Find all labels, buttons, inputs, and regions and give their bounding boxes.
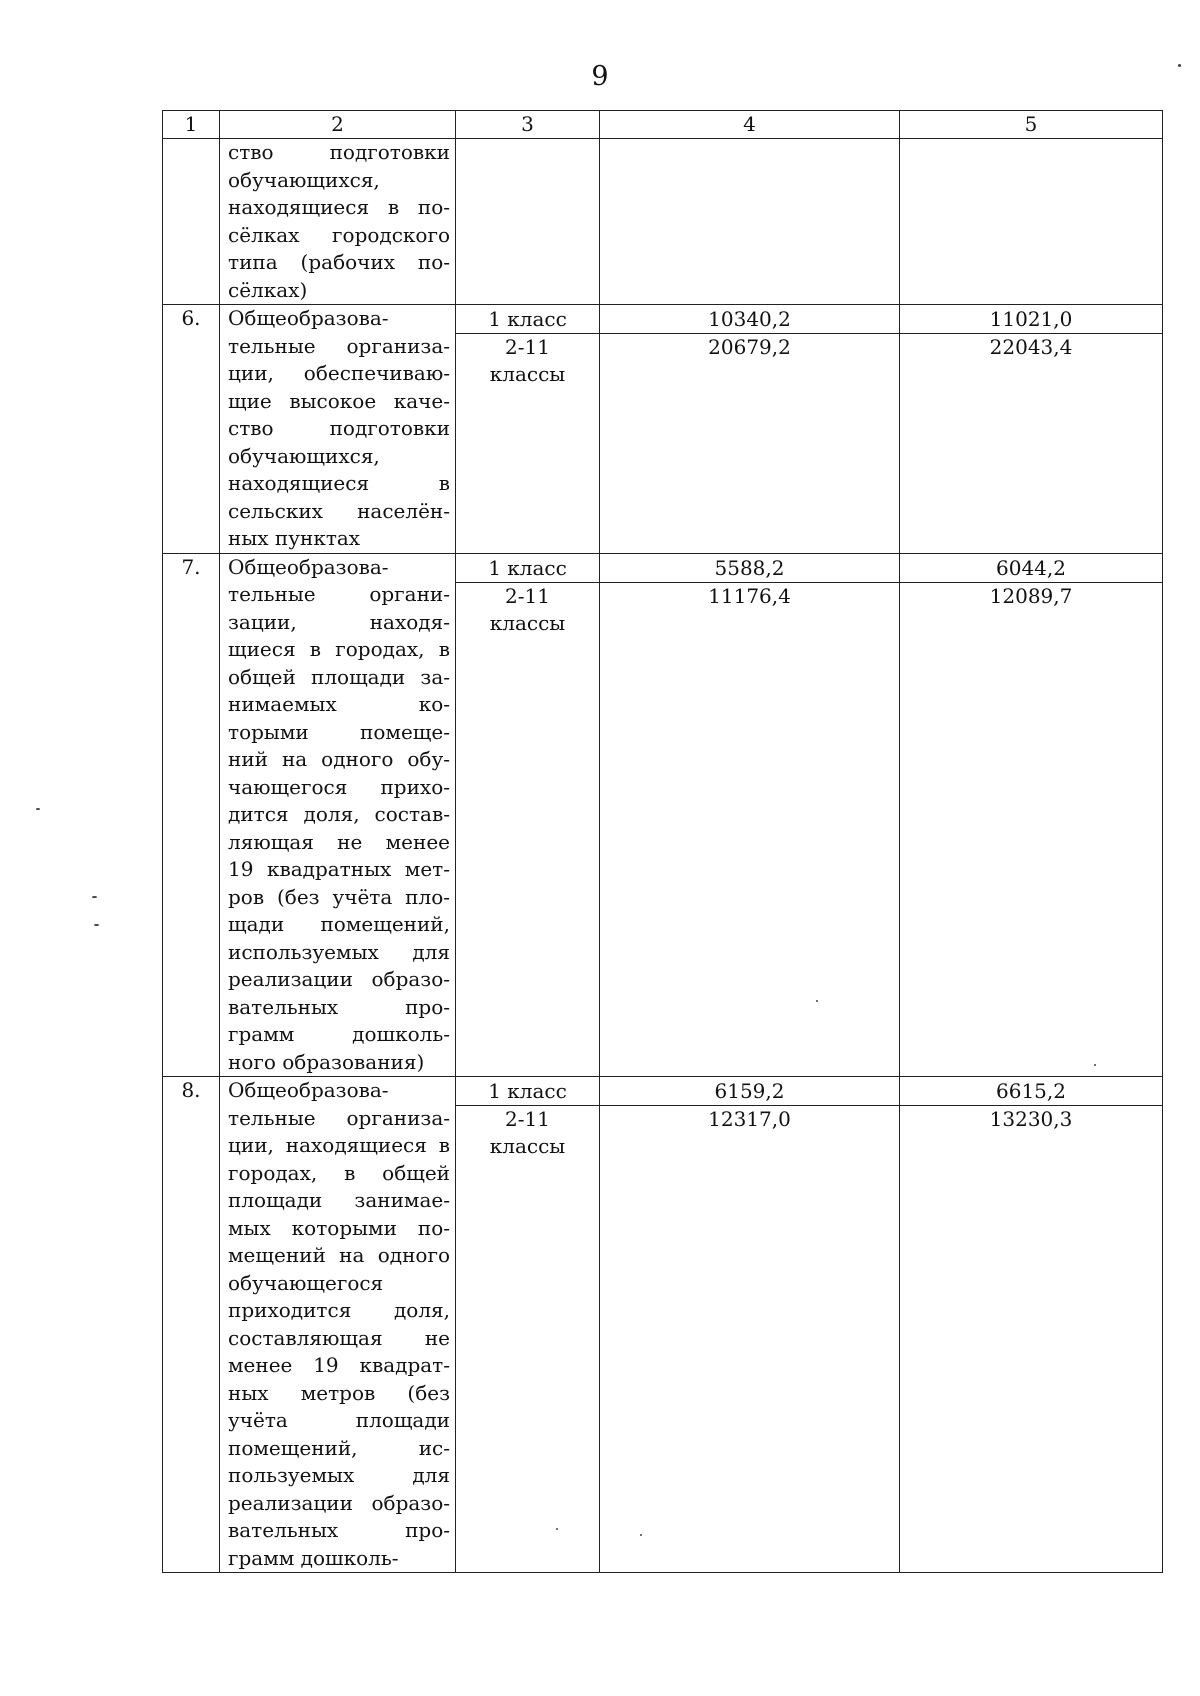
- page-number: 9: [591, 61, 609, 92]
- normative-value-col4: 20679,2: [708, 335, 791, 359]
- description-line: обучающихся,: [228, 167, 380, 192]
- normative-value-col5-cell: [900, 1077, 1163, 1573]
- normative-value-col5-cell: [900, 139, 1163, 305]
- description-line: тельные органи-: [228, 582, 450, 606]
- description-line: находящиеся в: [228, 471, 450, 495]
- description-line: площади занимае-: [228, 1188, 450, 1212]
- scan-speck: [92, 896, 97, 898]
- description-line: ство подготовки: [228, 416, 450, 440]
- description-line: ний на одного обу-: [228, 747, 450, 771]
- normative-value-col5: 6044,2: [900, 554, 1162, 583]
- normative-value-col5: 12089,7: [989, 583, 1073, 608]
- table-row: [163, 305, 1163, 554]
- description-line: общей площади за-: [228, 664, 450, 689]
- description-line: сельских населён-: [228, 498, 450, 523]
- grade-value-cell: [456, 305, 600, 554]
- column-header: 2: [220, 111, 456, 139]
- normative-value-col5: 13230,3: [989, 1107, 1073, 1131]
- description-line: мых которыми по-: [228, 1215, 450, 1240]
- scan-speck: [640, 1534, 642, 1536]
- description-line: составляющая не: [228, 1325, 450, 1350]
- description-line: тельные организа-: [228, 1105, 450, 1130]
- description-line: городах, в общей: [228, 1160, 450, 1185]
- description-line: 19 квадратных мет-: [228, 857, 450, 881]
- normative-value-col4-cell: [600, 553, 900, 1077]
- organization-description: [220, 553, 456, 1077]
- description-line: менее 19 квадрат-: [228, 1353, 450, 1377]
- grade-value-cell: [456, 553, 600, 1077]
- scan-speck: [556, 1528, 558, 1530]
- table-row: [163, 1077, 1163, 1573]
- description-line: ного образования): [228, 1049, 425, 1074]
- normative-value-col5-cell: [900, 553, 1163, 1077]
- normative-value-col4: 11176,4: [708, 583, 791, 608]
- description-line: обучающегося: [228, 1270, 384, 1295]
- description-line: торыми помеще-: [228, 719, 450, 744]
- column-header-row: [163, 111, 1163, 139]
- organization-description: [220, 305, 456, 554]
- description-line: мещений на одного: [228, 1243, 450, 1267]
- scan-speck: [1094, 1064, 1096, 1066]
- description-line: Общеобразова-: [228, 1078, 389, 1102]
- row-number: 7.: [163, 553, 220, 1077]
- normative-value-col4: 5588,2: [600, 554, 899, 583]
- grade-value-cell: [456, 139, 600, 305]
- table-row: [163, 553, 1163, 1077]
- normative-value-col4-cell: [600, 305, 900, 554]
- description-line: нимаемых ко-: [228, 692, 450, 716]
- organization-description: [220, 1077, 456, 1573]
- description-line: щие высокое каче-: [228, 388, 450, 413]
- description-line: ляющая не менее: [228, 829, 450, 854]
- description-line: Общеобразова-: [228, 306, 389, 330]
- normative-value-col4: 12317,0: [708, 1107, 791, 1131]
- description-line: сёлках городского: [228, 222, 450, 247]
- description-line: вательных про-: [228, 994, 450, 1019]
- description-line: реализации образо-: [228, 967, 450, 991]
- scan-speck: [94, 924, 99, 926]
- description-line: вательных про-: [228, 1518, 450, 1542]
- normative-value-col4-cell: [600, 139, 900, 305]
- description-line: щиеся в городах, в: [228, 637, 450, 661]
- column-header: 4: [600, 111, 900, 139]
- grade-value: 2-11 классы: [489, 583, 566, 635]
- normative-value-col4: 6159,2: [600, 1077, 899, 1106]
- tariff-table: [162, 110, 1163, 1573]
- description-line: ции, находящиеся в: [228, 1133, 450, 1157]
- scan-speck: [1178, 64, 1181, 67]
- table-row: [163, 139, 1163, 305]
- normative-value-col4-cell: [600, 1077, 900, 1573]
- grade-value: 1 класс: [456, 305, 599, 334]
- description-line: учёта площади: [228, 1408, 450, 1432]
- description-line: тельные организа-: [228, 333, 450, 358]
- description-line: зации, находя-: [228, 609, 450, 634]
- normative-value-col5: 6615,2: [900, 1077, 1162, 1106]
- description-line: приходится доля,: [228, 1298, 450, 1322]
- grade-value: 1 класс: [456, 554, 599, 583]
- normative-value-col5: 11021,0: [900, 305, 1162, 334]
- organization-description: [220, 139, 456, 305]
- description-line: Общеобразова-: [228, 554, 389, 579]
- scan-speck: [36, 808, 40, 810]
- description-line: дится доля, состав-: [228, 802, 450, 826]
- description-line: грамм дошколь-: [228, 1545, 399, 1570]
- description-line: ство подготовки: [228, 140, 450, 164]
- description-line: сёлках): [228, 277, 308, 302]
- grade-value: 1 класс: [456, 1077, 599, 1106]
- description-line: реализации образо-: [228, 1490, 450, 1515]
- normative-value-col5: 22043,4: [989, 335, 1073, 359]
- description-line: ных метров (без: [228, 1380, 450, 1405]
- description-line: используемых для: [228, 939, 450, 964]
- column-header: 5: [900, 111, 1163, 139]
- description-line: обучающихся,: [228, 443, 380, 468]
- column-header: 3: [456, 111, 600, 139]
- description-line: ров (без учёта пло-: [228, 884, 450, 909]
- description-line: ных пунктах: [228, 526, 361, 550]
- row-number: [163, 139, 220, 305]
- description-line: грамм дошколь-: [228, 1022, 450, 1046]
- grade-value-cell: [456, 1077, 600, 1573]
- row-number: 6.: [163, 305, 220, 554]
- description-line: пользуемых для: [228, 1463, 450, 1487]
- normative-value-col5-cell: [900, 305, 1163, 554]
- description-line: типа (рабочих по-: [228, 250, 450, 274]
- normative-value-col4: 10340,2: [600, 305, 899, 334]
- scan-speck: [816, 1000, 818, 1002]
- description-line: щади помещений,: [228, 912, 450, 936]
- row-number: 8.: [163, 1077, 220, 1573]
- description-line: находящиеся в по-: [228, 195, 450, 219]
- description-line: помещений, ис-: [228, 1435, 450, 1460]
- description-line: чающегося прихо-: [228, 774, 450, 799]
- grade-value: 2-11 классы: [489, 335, 566, 386]
- grade-value: 2-11 классы: [489, 1107, 566, 1158]
- column-header: 1: [163, 111, 220, 139]
- description-line: ции, обеспечиваю-: [228, 361, 450, 385]
